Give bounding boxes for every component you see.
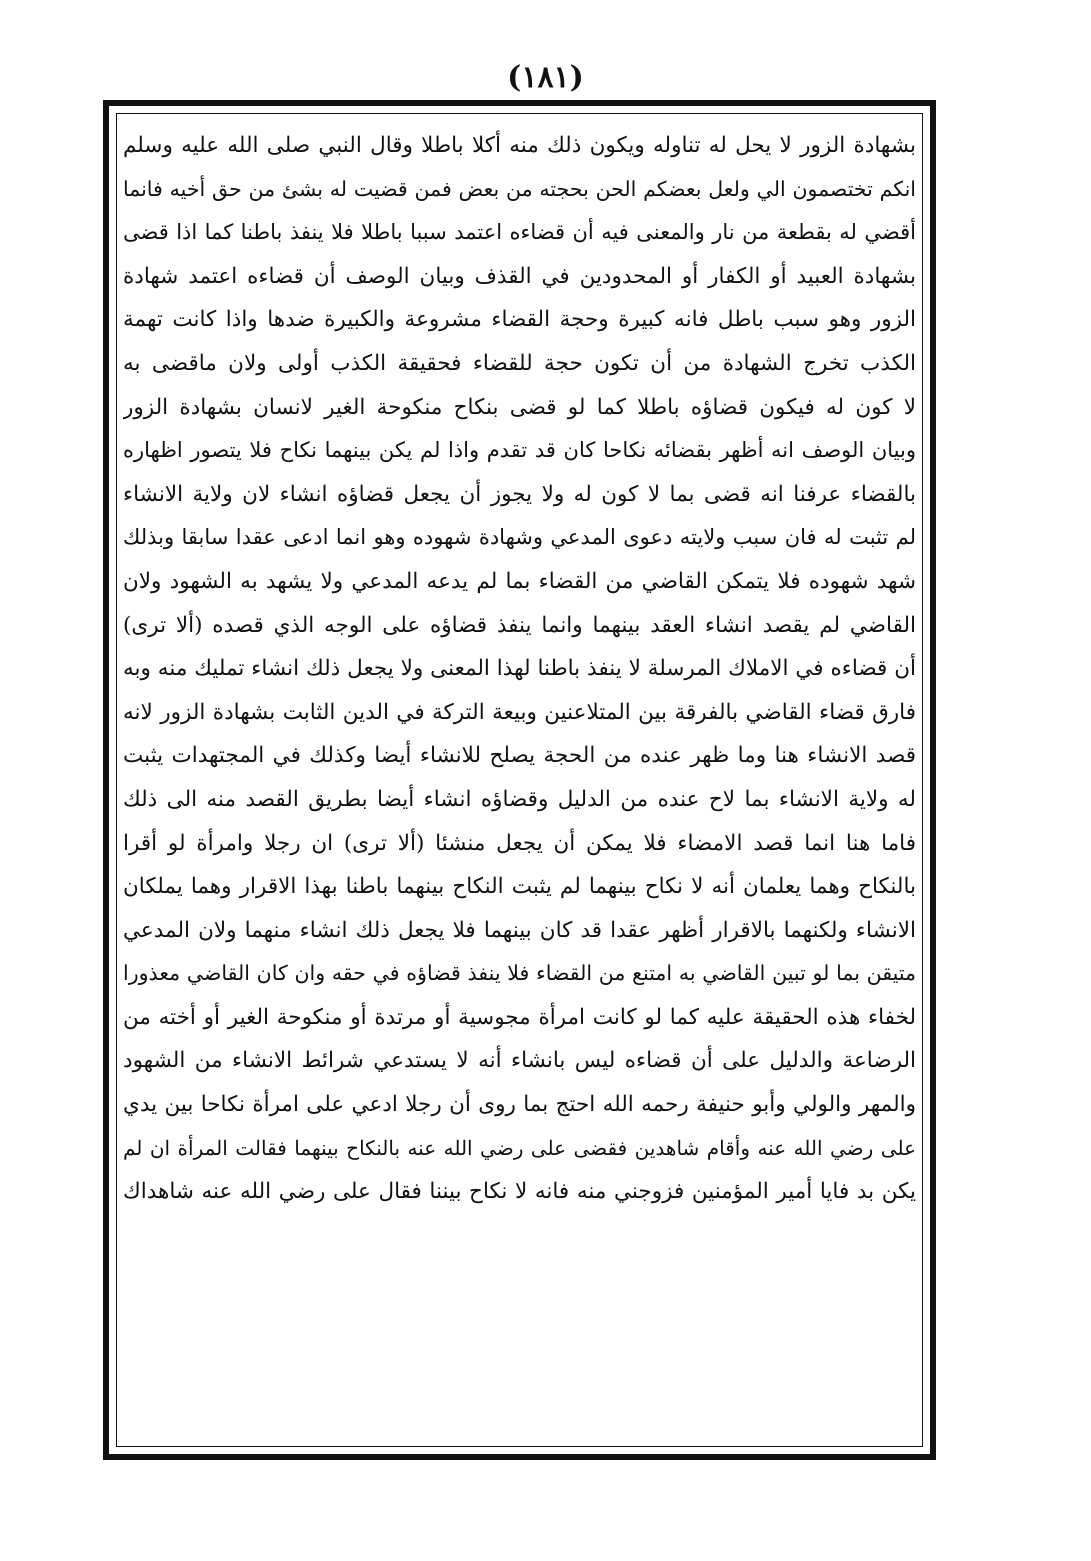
text-line: لا كون له فيكون قضاؤه باطلا كما لو قضى بنكاح منكوحة الغير لانسان بشهادة الزور	[123, 394, 916, 420]
text-line: شهد شهوده فلا يتمكن القاضي من القضاء بما لم يدعه المدعي ولا يشهد به الشهود ولان	[123, 568, 916, 594]
text-line: لخفاء هذه الحقيقة عليه كما لو كانت امرأة مجوسية أو مرتدة أو منكوحة الغير أو أخته من	[123, 1004, 916, 1030]
text-line: أن قضاءه في الاملاك المرسلة لا ينفذ باطنا لهذا المعنى ولا يجعل ذلك انشاء تمليك منه وبه	[123, 656, 916, 682]
text-line: الزور وهو سبب باطل فانه كبيرة وحجة القضاء مشروعة والكبيرة ضدها واذا كانت تهمة	[123, 307, 916, 333]
text-line: له ولاية الانشاء بما لاح عنده من الدليل وقضاؤه انشاء أيضا بطريق القصد منه الى ذلك	[123, 786, 916, 812]
text-line: لم تثبت له فان سبب ولايته دعوى المدعي وشهادة شهوده وهو انما ادعى عقدا سابقا وبذلك	[123, 525, 916, 550]
text-line: يكن بد فايا أمير المؤمنين فزوجني منه فانه لا نكاح بيننا فقال على رضي الله عنه شاهداك	[123, 1179, 916, 1205]
text-line: بشهادة العبيد أو الكفار أو المحدودين في القذف وبيان الوصف أن قضاءه اعتمد شهادة	[123, 263, 916, 289]
text-line: قصد الانشاء هنا وما ظهر عنده من الحجة يصلح للانشاء أيضا وكذلك في المجتهدات يثبت	[123, 743, 916, 769]
text-line: بشهادة الزور لا يحل له تناوله ويكون ذلك منه أكلا باطلا وقال النبي صلى الله عليه وسلم	[123, 133, 916, 158]
text-line: بالقضاء عرفنا انه قضى بما لا كون له ولا يجوز أن يجعل قضاؤه انشاء لان ولاية الانشاء	[123, 481, 916, 507]
text-line: القاضي لم يقصد انشاء العقد بينهما وانما ينفذ قضاؤه على الوجه الذي قصده (ألا ترى)	[123, 612, 916, 638]
text-line: متيقن بما لو تبين القاضي به امتنع من القضاء فلا ينفذ قضاؤه في حقه وان كان القاضي معذورا	[123, 961, 916, 986]
text-line: أقضي له بقطعة من نار والمعنى فيه أن قضاءه اعتمد سببا باطلا فلا ينفذ باطنا كما اذا قضى	[123, 220, 916, 245]
page-frame	[103, 100, 936, 1460]
text-line: الرضاعة والدليل على أن قضاءه ليس بانشاء أنه لا يستدعي شرائط الانشاء من الشهود	[123, 1048, 916, 1074]
text-line: بالنكاح وهما يعلمان أنه لا نكاح بينهما لم يثبت النكاح بينهما باطنا بهذا الاقرار وهما يملكان	[123, 874, 916, 900]
text-line: الانشاء ولكنهما بالاقرار أظهر عقدا قد كان بينهما فلا يجعل ذلك انشاء منهما ولان المدعي	[123, 917, 916, 943]
text-line: فاما هنا انما قصد الامضاء فلا يمكن أن يجعل منشئا (ألا ترى) ان رجلا وامرأة لو أقرا	[123, 830, 916, 856]
text-line: الكذب تخرج الشهادة من أن تكون حجة للقضاء فحقيقة الكذب أولى ولان ماقضى به	[123, 350, 916, 376]
text-line: انكم تختصمون الي ولعل بعضكم الحن بحجته من بعض فمن قضيت له بشئ من حق أخيه فانما	[123, 176, 916, 201]
text-line: فارق قضاء القاضي بالفرقة بين المتلاعنين وبيعة التركة في الدين الثابت بشهادة الزور لانه	[123, 699, 916, 725]
page-number: (١٨١)	[507, 60, 584, 95]
text-line: على رضي الله عنه وأقام شاهدين فقضى على رضي الله عنه بالنكاح بينهما فقالت المرأة ان لم	[123, 1135, 916, 1160]
body-text	[123, 124, 916, 1214]
text-line: وبيان الوصف انه أظهر بقضائه نكاحا كان قد تقدم واذا لم يكن بينهما نكاح فلا يتصور اظهاره	[123, 438, 916, 463]
text-line: والمهر والولي وأبو حنيفة رحمه الله احتج بما روى أن رجلا ادعي على امرأة نكاحا بين يدي	[123, 1092, 916, 1118]
